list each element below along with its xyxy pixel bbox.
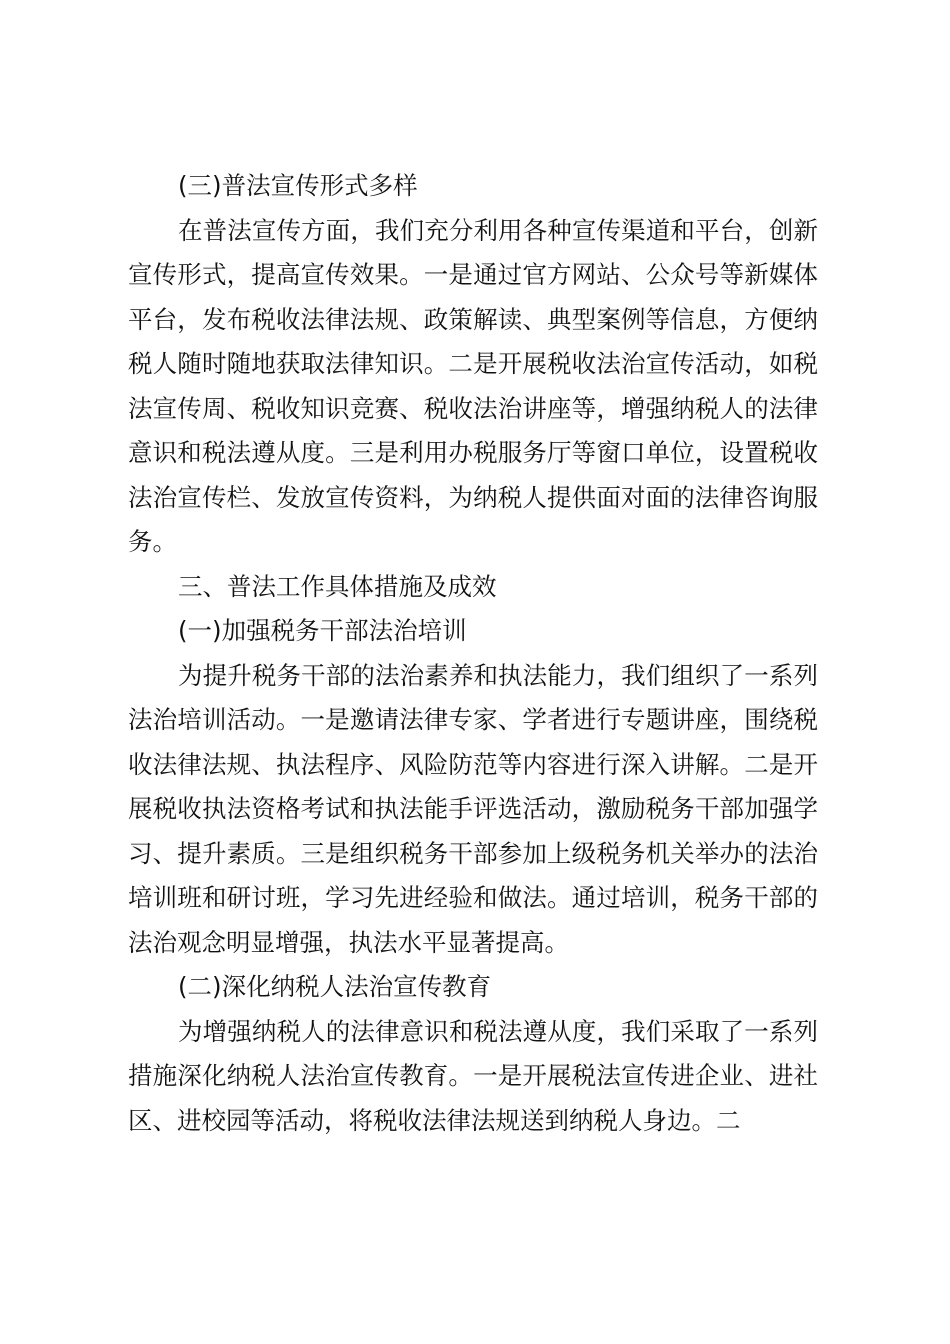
paragraph-taxpayer-education: 为增强纳税人的法律意识和税法遵从度，我们采取了一系列措施深化纳税人法治宣传教育。一是开展税法宣传进企业、进社区、进校园等活动，将税收法律法规送到纳税人身边。二 — [128, 1016, 818, 1135]
subsection-heading-cadre-training: (一)加强税务干部法治培训 — [178, 616, 467, 645]
subsection-heading-taxpayer-education: (二)深化纳税人法治宣传教育 — [178, 972, 492, 1001]
document-body — [128, 164, 818, 1143]
paragraph-cadre-training: 为提升税务干部的法治素养和执法能力，我们组织了一系列法治培训活动。一是邀请法律专家、学者进行专题讲座，围绕税收法律法规、执法程序、风险防范等内容进行深入讲解。二是开展税收执法资格考试和执法能手评选活动，激励税务干部加强学习、提升素质。三是组织税务干部参加上级税务机关举办的法治培训班和研讨班，学习先进经验和做法。通过培训，税务干部的法治观念明显增强，执法水平显著提高。 — [128, 660, 818, 957]
section-heading-measures: 三、普法工作具体措施及成效 — [178, 571, 497, 601]
paragraph-publicity-forms: 在普法宣传方面，我们充分利用各种宣传渠道和平台，创新宣传形式，提高宣传效果。一是通过官方网站、公众号等新媒体平台，发布税收法律法规、政策解读、典型案例等信息，方便纳税人随时随地获取法律知识。二是开展税收法治宣传活动，如税法宣传周、税收知识竞赛、税收法治讲座等，增强纳税人的法律意识和税法遵从度。三是利用办税服务厅等窗口单位，设置税收法治宣传栏、发放宣传资料，为纳税人提供面对面的法律咨询服务。 — [128, 215, 818, 556]
section-heading-publicity-forms: (三)普法宣传形式多样 — [178, 171, 418, 200]
